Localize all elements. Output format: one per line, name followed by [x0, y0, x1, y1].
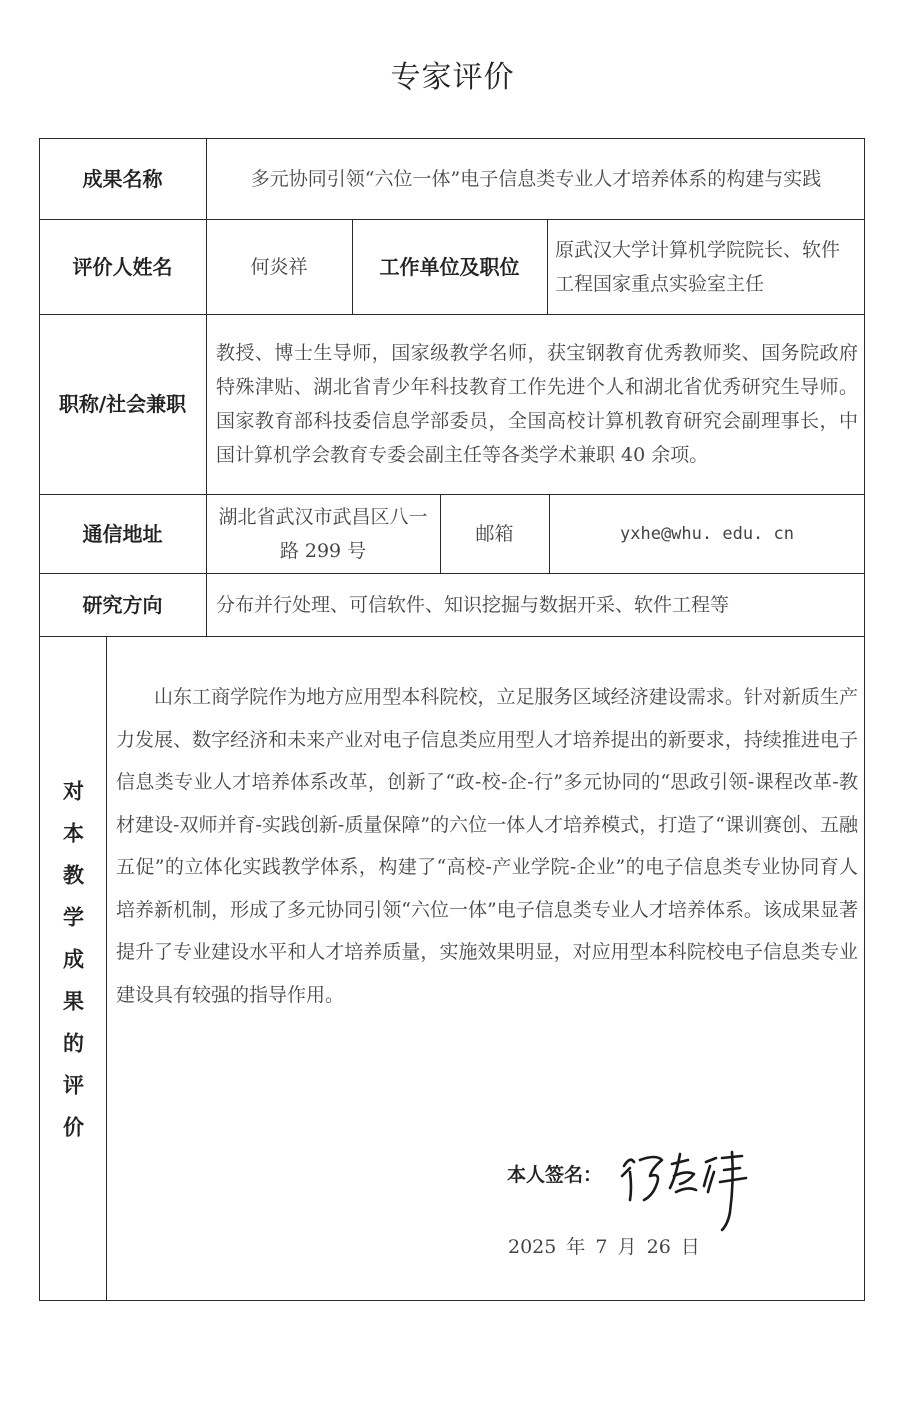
titles-label: 职称/社会兼职 — [58, 392, 187, 416]
signature-label: 本人签名： — [507, 1164, 603, 1186]
achievement-name-value: 多元协同引领“六位一体”电子信息类专业人才培养体系的构建与实践 — [250, 167, 822, 190]
titles-value: 教授、博士生导师，国家级教学名师，获宝钢教育优秀教师奖、国务院政府特殊津贴、湖北省青少年科技教育工作先进个人和湖北省优秀研究生导师。国家教育部科技委信息学部委员，全国高校计算机教育研究会副理事长，中国计算机学会教育专委会副主任等各类学术兼职 40 余项。 — [216, 342, 858, 466]
work-unit-value: 原武汉大学计算机学院院长、软件工程国家重点实验室主任 — [555, 238, 841, 295]
work-unit-label: 工作单位及职位 — [379, 254, 520, 279]
address-label: 通信地址 — [82, 521, 163, 546]
email-value: yxhe@whu. edu. cn — [620, 523, 794, 544]
evaluation-label-text: 对本教学成果的评价 — [60, 779, 85, 1158]
handwritten-signature — [610, 1142, 760, 1234]
address-value: 湖北省武汉市武昌区八一路 299 号 — [218, 505, 428, 562]
email-label: 邮箱 — [475, 522, 514, 545]
evaluator-name-label: 评价人姓名 — [72, 254, 173, 279]
row-divider — [39, 636, 865, 637]
evaluation-label — [39, 636, 106, 1301]
research-value: 分布并行处理、可信软件、知识挖掘与数据开采、软件工程等 — [216, 593, 730, 616]
evaluation-label-divider — [106, 636, 107, 1301]
label-column-divider — [206, 138, 207, 636]
achievement-name-label: 成果名称 — [82, 166, 163, 191]
evaluation-text: 山东工商学院作为地方应用型本科院校，立足服务区域经济建设需求。针对新质生产力发展、数字经济和未来产业对电子信息类应用型人才培养提出的新要求，持续推进电子信息类专业人才培养体系改革，创新了“政-校-企-行”多元协同的“思政引领-课程改革-教材建设-双师并育-实践创新-质量保障”的六位一体人才培养模式，打造了“课训赛创、五融五促”的立体化实践教学体系，构建了“高校-产业学院-企业”的电子信息类专业协同育人培养新机制，形成了多元协同引领“六位一体”电子信息类专业人才培养体系。该成果显著提升了专业建设水平和人才培养质量，实施效果明显，对应用型本科院校电子信息类专业建设具有较强的指导作用。 — [116, 686, 858, 1006]
research-label: 研究方向 — [82, 592, 163, 617]
evaluator-name-value: 何炎祥 — [250, 255, 308, 278]
cell-divider — [547, 219, 548, 314]
page-title: 专家评价 — [390, 60, 515, 95]
signature-date: 2025 年 7 月 26 日 — [508, 1236, 700, 1258]
